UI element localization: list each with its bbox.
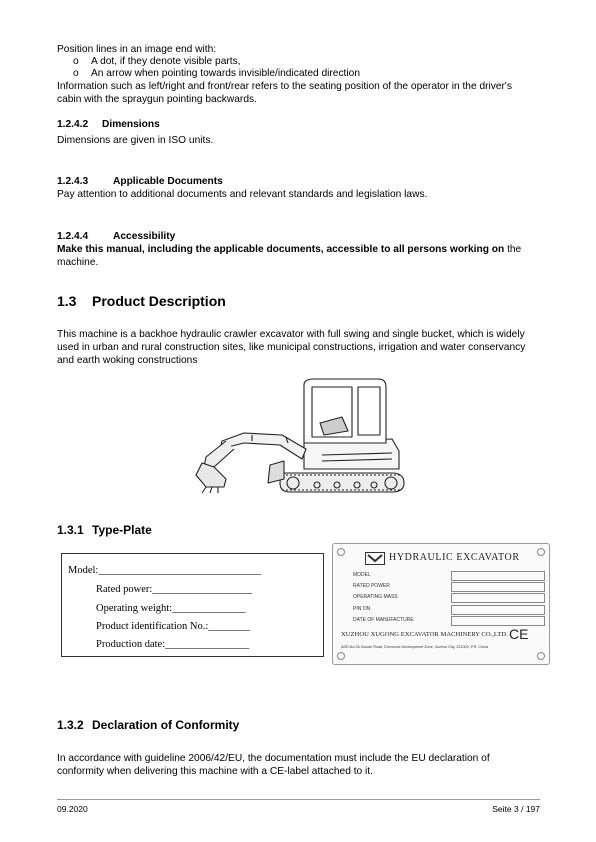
rated-power-field: Rated power:___________________	[96, 584, 253, 595]
nameplate-field-label: PIN ON	[353, 605, 371, 612]
bullet-text: An arrow when pointing towards invisible/indicated direction	[91, 68, 360, 79]
nameplate-field-label: MODEL	[353, 572, 371, 578]
subsection-number: 1.3.1	[57, 523, 84, 537]
bold-text: Make this manual, including the applicable documents, accessible to all persons working on	[57, 244, 505, 255]
section-heading	[57, 119, 160, 130]
excavator-illustration	[192, 375, 417, 500]
paragraph-line: used in urban and rural construction sites, like municipal constructions, irrigation and water conservancy	[57, 342, 526, 353]
nameplate-field-label: DATE OF MANUFACTURE	[353, 616, 414, 623]
rivet-icon	[537, 548, 545, 556]
subsection-title: Declaration of Conformity	[92, 718, 240, 732]
section-body: machine.	[57, 257, 99, 268]
subsection-title: Type-Plate	[92, 523, 152, 537]
product-id-field: Product identification No.:________	[96, 621, 251, 632]
nameplate-row	[353, 593, 543, 603]
paragraph-line: and earth woking constructions	[57, 355, 198, 366]
nameplate-field-box	[451, 616, 545, 626]
bullet-mark: o	[73, 68, 79, 79]
rivet-icon	[337, 652, 345, 660]
footer-date: 09.2020	[57, 804, 88, 814]
chapter-heading	[57, 293, 226, 309]
subsection-heading	[57, 718, 239, 732]
rivet-icon	[537, 652, 545, 660]
paragraph-line: This machine is a backhoe hydraulic crawler excavator with full swing and single bucket, which is widely	[57, 329, 525, 340]
nameplate-field-box	[451, 582, 545, 592]
section-number: 1.2.4.4	[57, 231, 89, 242]
subsection-number: 1.3.2	[57, 718, 84, 732]
nameplate-title: HYDRAULIC EXCAVATOR	[389, 552, 520, 563]
paragraph-line: conformity when delivering this machine with a CE-label attached to it.	[57, 766, 373, 777]
intro-line: Position lines in an image end with:	[57, 44, 217, 55]
bullet-mark: o	[73, 56, 79, 67]
chapter-title: Product Description	[92, 293, 226, 309]
section-title: Accessibility	[113, 231, 176, 242]
bullet-text: A dot, if they denote visible parts,	[91, 56, 241, 67]
info-line: cabin with the spraygun pointing backwards.	[57, 94, 257, 105]
ce-mark: CE	[509, 626, 529, 642]
production-date-field: Production date:________________	[96, 639, 250, 650]
chapter-number: 1.3	[57, 293, 77, 309]
paragraph-line: In accordance with guideline 2006/42/EU, the documentation must include the EU declaration of	[57, 753, 490, 764]
section-number: 1.2.4.2	[57, 119, 89, 130]
section-number: 1.2.4.3	[57, 176, 89, 187]
section-title: Applicable Documents	[113, 176, 223, 187]
section-heading	[57, 176, 223, 187]
type-plate-form	[61, 553, 324, 657]
operating-weight-field: Operating weight:______________	[96, 603, 246, 614]
nameplate-fields	[353, 571, 543, 626]
section-body: Dimensions are given in ISO units.	[57, 135, 214, 146]
brand-logo-icon	[365, 552, 385, 565]
info-line: Information such as left/right and front/rear refers to the seating position of the operator in the driver's	[57, 81, 512, 92]
footer-page-number: Seite 3 / 197	[492, 804, 540, 814]
nameplate-row	[353, 616, 543, 626]
nameplate-company: XUZHOU XUGONG EXCAVATOR MACHINERY CO.,LTD.	[341, 631, 508, 638]
rivet-icon	[337, 548, 345, 556]
section-title: Dimensions	[102, 119, 160, 130]
nameplate-row	[353, 605, 543, 615]
section-body: Pay attention to additional documents and relevant standards and legislation laws.	[57, 189, 428, 200]
footer-divider	[57, 799, 540, 800]
nameplate-image	[332, 543, 550, 665]
section-body	[57, 244, 521, 257]
nameplate-row	[353, 582, 543, 592]
nameplate-field-box	[451, 605, 545, 615]
nameplate-address: ADD:No.26 Gaoxin Road, Economic Development Zone, Xuzhou City, 221000, P.R. China	[341, 645, 489, 649]
nameplate-field-box	[451, 571, 545, 581]
nameplate-field-box	[451, 593, 545, 603]
section-heading	[57, 231, 175, 242]
nameplate-row	[353, 571, 543, 581]
model-field: Model:_______________________________	[68, 565, 262, 576]
nameplate-field-label: RATED POWER	[353, 583, 390, 590]
subsection-heading	[57, 523, 152, 537]
nameplate-field-label: OPERATING MASS	[353, 594, 398, 601]
body-text: the	[504, 244, 522, 255]
